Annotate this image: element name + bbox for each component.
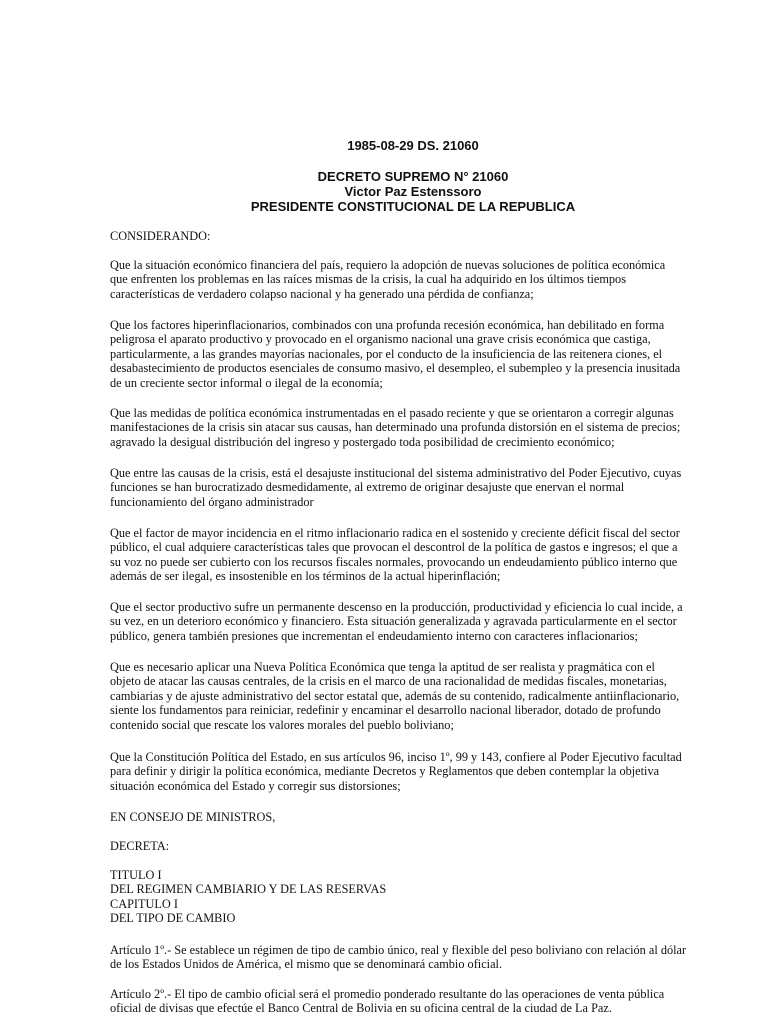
council-line: EN CONSEJO DE MINISTROS, [110, 810, 276, 824]
president-name: Victor Paz Estenssoro [344, 184, 482, 199]
article-1: Artículo 1º.- Se establece un régimen de tipo de cambio único, real y flexible del peso boliviano con relación al dólar de los Estados Unidos de América, el mismo que se denominará cambio oficial. [110, 943, 687, 972]
considerando-heading: CONSIDERANDO: [110, 229, 211, 243]
paragraph: Que los factores hiperinflacionarios, combinados con una profunda recesión económica, han debilitado en forma peligrosa el aparato productivo y provocado en el organismo nacional una grave crisis económica que castiga, particularmente, a las grandes mayorías nacionales, por el conducto de la insuficiencia de las reitenera ciones, el desabastecimiento de productos esenciales de consumo masivo, el desempleo, el subempleo y la presencia inusitada de un creciente sector informal o ilegal de la economía; [110, 318, 681, 390]
decree-title: DECRETO SUPREMO N° 21060 [317, 169, 509, 184]
paragraph: Que el sector productivo sufre un permanente descenso en la producción, productividad y eficiencia lo cual incide, a su vez, en un deterioro económico y financiero. Esta situación generalizada y agravada particularmente en el sector público, genera también presiones que incrementan el endeudamiento interno con caracteres inflacionarios; [110, 600, 683, 643]
document-page [110, 0, 716, 1024]
paragraph: Que las medidas de política económica instrumentadas en el pasado reciente y que se orientaron a corregir algunas manifestaciones de la crisis sin atacar sus causas, han determinado una profunda distorsión en el sistema de precios; agravado la desigual distribución del ingreso y postergado toda posibilidad de crecimiento económico; [110, 406, 681, 449]
decreta-line: DECRETA: [110, 839, 170, 853]
article-2: Artículo 2º.- El tipo de cambio oficial será el promedio ponderado resultante do las operaciones de venta pública oficial de divisas que efectúe el Banco Central de Bolivia en su oficina central de la ciudad de La Paz. [110, 987, 665, 1016]
president-title: PRESIDENTE CONSTITUCIONAL DE LA REPUBLICA [250, 199, 576, 214]
paragraph: Que entre las causas de la crisis, está el desajuste institucional del sistema administrativo del Poder Ejecutivo, cuyas funciones se han burocratizado desmedidamente, al extremo de originar desajuste que enervan el normal funcionamiento del órgano administrador [110, 466, 682, 509]
paragraph: Que es necesario aplicar una Nueva Política Económica que tenga la aptitud de ser realista y pragmática con el objeto de atacar las causas centrales, de la crisis en el marco de una racionalidad de medidas fiscales, monetarias, cambiarias y de ajuste administrativo del sector estatal que, además de su contenido, radicalmente antiinflacionario, siente los fundamentos para reiniciar, redefinir y encaminar el desarrollo nacional liberador, dotado de profundo contenido social que rescate los valores morales del pueblo boliviano; [110, 660, 680, 732]
title-section-heading: TITULO I DEL REGIMEN CAMBIARIO Y DE LAS RESERVAS CAPITULO I DEL TIPO DE CAMBIO [110, 868, 387, 926]
paragraph: Que la situación económico financiera del país, requiero la adopción de nuevas soluciones de política económica que enfrenten los problemas en las raíces mismas de la crisis, la cual ha adquirido en los últimos tiempos características de verdadero colapso nacional y ha generado una pérdida de confianza; [110, 258, 666, 301]
paragraph: Que la Constitución Política del Estado, en sus artículos 96, inciso 1º, 99 y 143, confiere al Poder Ejecutivo facultad para definir y dirigir la política económica, mediante Decretos y Reglamentos que deben contemplar la objetiva situación económica del Estado y corregir sus distorsiones; [110, 750, 682, 793]
paragraph: Que el factor de mayor incidencia en el ritmo inflacionario radica en el sostenido y creciente déficit fiscal del sector público, el cual adquiere características tales que provocan el descontrol de la política de gastos e ingresos; el que a su voz no puede ser cubierto con los recursos fiscales normales, provocando un endeudamiento público interno que además de ser ilegal, es insostenible en los términos de la actual hiperinflación; [110, 526, 680, 584]
date-line: 1985-08-29 DS. 21060 [347, 138, 479, 153]
